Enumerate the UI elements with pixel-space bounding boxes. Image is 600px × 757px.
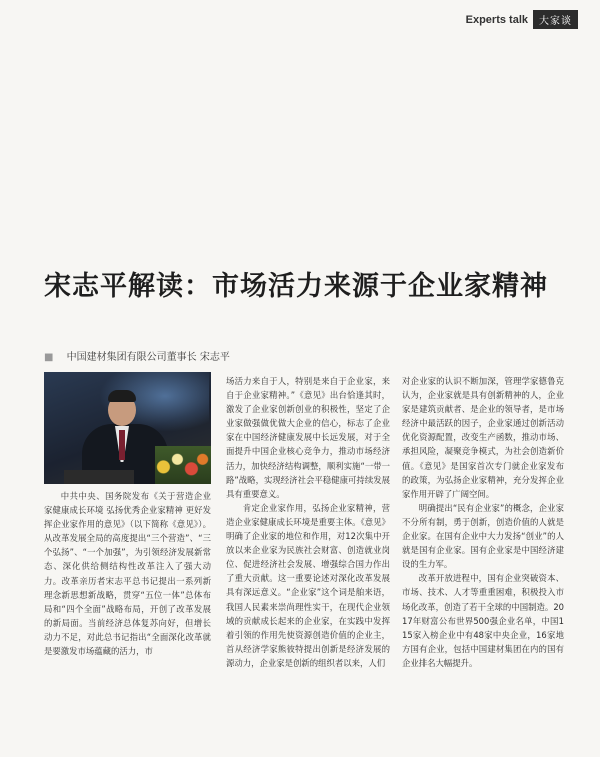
paragraph: 改革开放进程中，国有企业突破资本、市场、技术、人才等重重困难，积极投入市场化改革，创造了若干全球的中国制造。2017年财富公布世界500强企业名单，中国115家入榜企业中有48家中央企业，16家地方国有企业，包括中国建材集团在内的国有企业排名大幅提升。 [402,573,564,668]
section-tag-english: Experts talk [465,13,528,26]
byline-marker: ■ [44,352,54,363]
lectern [64,470,134,484]
paragraph: 明确提出“民有企业家”的概念，企业家不分所有制，勇于创新，创造价值的人就是企业家。在国有企业中大力发扬“创业”的人就是国有企业家。国有企业家是中国经济建设的生力军。 [402,502,564,570]
speaker-photo [44,372,211,484]
author-byline [44,348,230,363]
text-column-2 [226,374,390,670]
article-title: 宋志平解读：市场活力来源于企业家精神 [44,271,548,302]
flower-arrangement [155,446,211,484]
paragraph: 肯定企业家作用，弘扬企业家精神，营造企业家健康成长环境是重要主体。《意见》明确了企业家的地位和作用，对12次集中开放以来企业家为民族社会财富、创造就业岗位、促进经济社会发展、增强综合国力作出了重大贡献。这一重要论述对深化改革发展具有深远意义。“企业家”这个词是舶来语，我国人民素来崇尚理性实干，在现代企业领域的贡献成长起来的企业家，在实践中发挥着引领的作用先使资源创造价值的企业主，首从经济学家熊彼特提出创新是经济发展的源动力，企业家是创新的组织者以来，人们 [226,502,390,668]
paragraph: 对企业家的认识不断加深，管理学家德鲁克认为，企业家就是具有创新精神的人，企业家是建筑贡献者、是企业的领导者，是市场经济中最活跃的因子，企业家通过创新活动优化资源配置，改变生产函数，推动市场、承担风险，凝聚竞争模式，为社会创造新价值。《意见》是国家首次专门就企业家发布的政策，为弘扬企业家精神，充分发挥企业家作用开辟了广阔空间。 [402,376,564,499]
byline-text: 中国建材集团有限公司董事长 宋志平 [66,352,230,363]
section-tag [466,10,578,29]
text-column-1 [44,489,211,658]
paragraph: 场活力来自于人，特别是来自于企业家，来自于企业家精神。”《意见》出台恰逢其时，激发了企业家创新创业的积极性，坚定了企业家做强做优做大企业的信心，标志了企业家在中国经济健康发展中长远发展，对于全面提升中国企业核心竞争力，推动市场经济活力，加快经济结构调整，顺利实施“一带一路”战略，实现经济社会平稳健康可持续发展具有重要意义。 [226,376,390,499]
section-tag-chinese: 大家谈 [533,10,578,29]
text-column-3 [402,374,564,670]
paragraph: 中共中央、国务院发布《关于营造企业家健康成长环境 弘扬优秀企业家精神 更好发挥企业家作用的意见》（以下简称《意见》）。从改革发展全局的高度提出“三个营造”、“三个弘扬”、“一个加强”，为引领经济发展新常态、深化供给侧结构性改革注入了强大动力。改革亲历者宋志平总书记提出一系列新理念新思想新战略，贯穿“五位一体”总体布局和“四个全面”战略布局，开创了改革发展的新局面。当前经济总体复苏向好，但增长动力不足，对此总书记指出“全面深化改革就是要激发市场蕴藏的活力，市 [44,491,211,657]
speaker-hair [108,390,136,402]
speaker-tie [119,430,125,460]
